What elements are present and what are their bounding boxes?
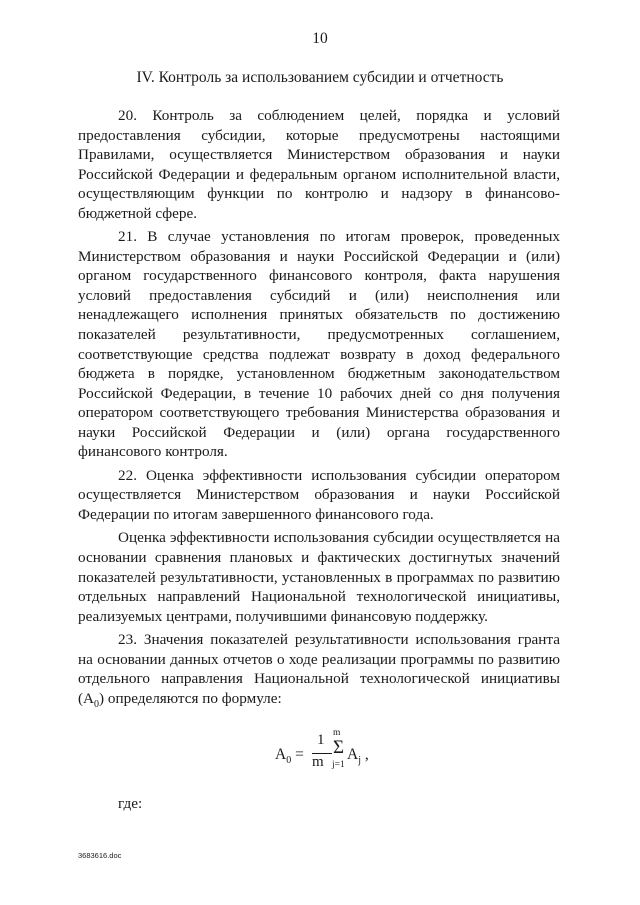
formula-lhs-sub: 0 xyxy=(286,755,292,766)
section-title: IV. Контроль за использованием субсидии и отчетность xyxy=(136,69,504,86)
formula-term-sub: j xyxy=(358,755,361,766)
document-body xyxy=(78,106,560,710)
formula xyxy=(275,728,415,782)
paragraph-23-text: 23. Значения показателей результативности использования гранта на основании данных отчетов о ходе реализации программы по развитию отдельного направления Национальной технологической инициативы (A xyxy=(78,631,560,707)
where-label: где: xyxy=(118,795,143,812)
formula-sum-lower: j=1 xyxy=(332,760,345,770)
formula-equals: = xyxy=(291,746,304,763)
paragraph-20: 20. Контроль за соблюдением целей, порядка и условий предоставления субсидии, которые предусмотрены настоящими Правилами, осуществляется Министерством образования и науки Российской Федерации и федеральным органом исполнительной власти, осуществляющим функции по контролю и надзору в финансово-бюджетной сфере. xyxy=(78,107,560,222)
paragraph-22: 22. Оценка эффективности использования субсидии оператором осуществляется Министерством образования и науки Российской Федерации по итогам завершенного финансового года. xyxy=(78,466,560,523)
paragraph-21: 21. В случае установления по итогам проверок, проведенных Министерством образования и науки Российской Федерации и (или) органом государственного финансового контроля, факта нарушения условий предоставления субсидий и (или) неисполнения или ненадлежащего исполнения принятых обязательств по достижению показателей результативности, предусмотренных соглашением, соответствующие средства подлежат возврату в доход федерального бюджета в порядке, установленном бюджетным законодательством Российской Федерации, в течение 10 рабочих дней со дня получения оператором соответствующего требования Министерства образования и науки Российской Федерации и (или) органа государственного финансового контроля. xyxy=(78,228,560,461)
paragraph-23 xyxy=(78,630,560,710)
formula-sum-sign: Σ xyxy=(333,737,345,758)
formula-lhs-symbol: A xyxy=(275,746,287,763)
paragraph-22-evaluation: Оценка эффективности использования субсидии осуществляется на основании сравнения плановых и фактических достигнутых значений показателей результативности, установленных в программах по развитию отдельных направлений Национальной технологической инициативы, реализуемых центрами, получившими финансовую поддержку. xyxy=(78,529,560,625)
paragraph-23-sub: 0 xyxy=(94,698,100,710)
formula-term-symbol: A xyxy=(347,746,359,763)
formula-trailing: , xyxy=(360,746,369,763)
formula-lhs xyxy=(275,746,304,764)
footer-doc-id: 3683616.doc xyxy=(78,851,122,860)
formula-term xyxy=(347,746,369,764)
formula-sum-upper: m xyxy=(333,728,341,738)
formula-denominator: m xyxy=(312,754,324,770)
formula-numerator: 1 xyxy=(317,732,325,748)
paragraph-23-tail: ) определяются по формуле: xyxy=(99,689,282,707)
page-number: 10 xyxy=(312,30,328,47)
